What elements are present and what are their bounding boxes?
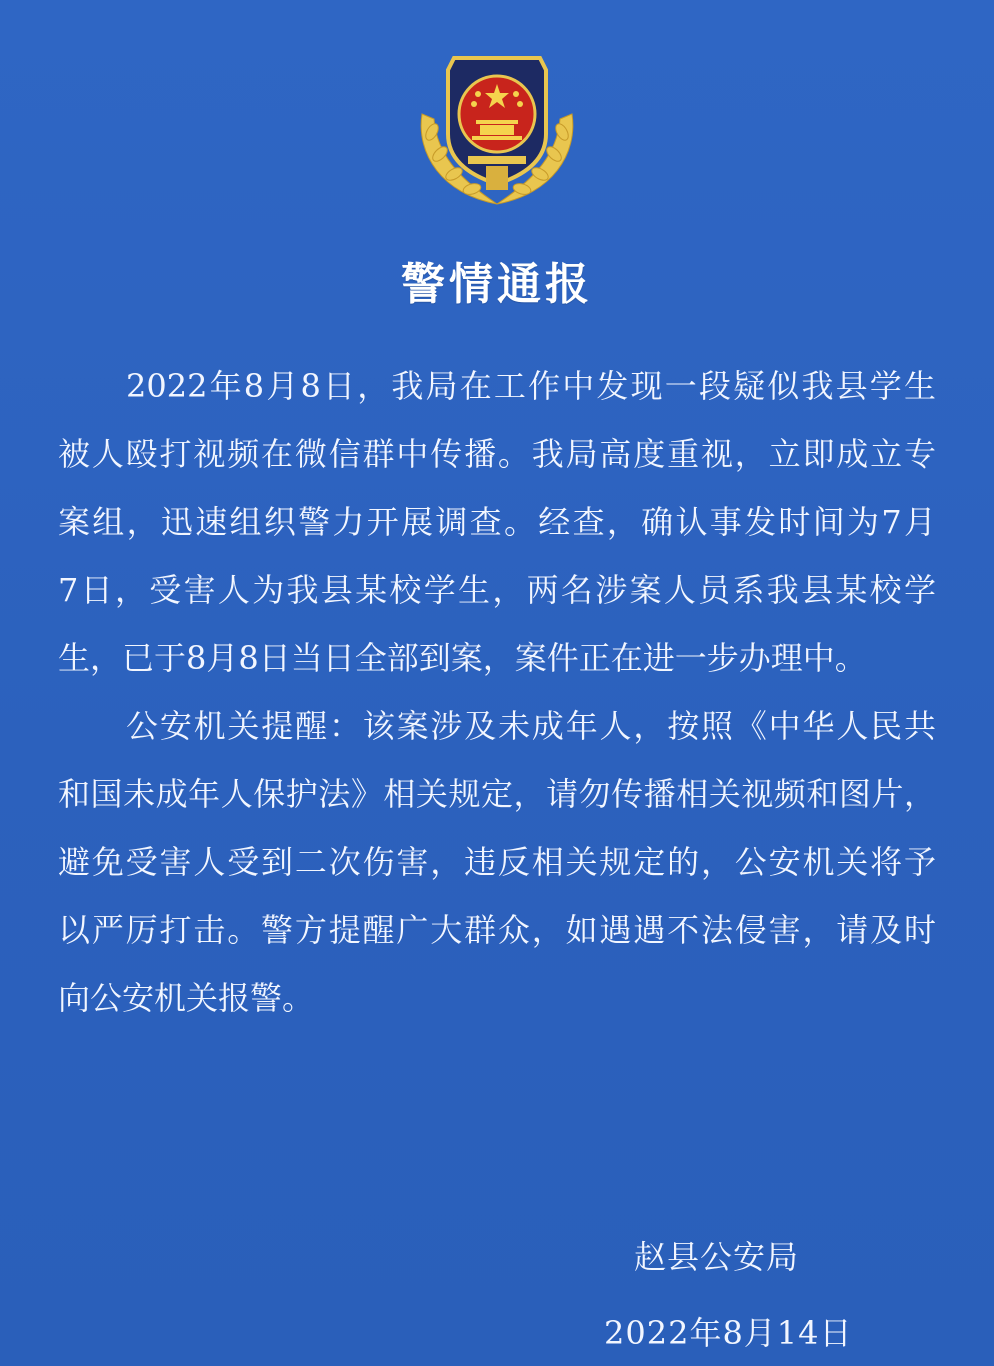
issuer-name: 赵县公安局 [634,1238,800,1276]
notice-title: 警情通报 [401,259,593,310]
notice-body [58,352,936,1032]
paragraph-line: 案组，迅速组织警力开展调查。经查，确认事发时间为7月 [58,503,936,541]
paragraph-line: 7日，受害人为我县某校学生，两名涉案人员系我县某校学 [58,571,936,609]
paragraph-line: 避免受害人受到二次伤害，违反相关规定的，公安机关将予 [58,843,936,881]
paragraph-line: 以严厉打击。警方提醒广大群众，如遇遇不法侵害，请及时 [58,911,936,949]
paragraph-line: 公安机关提醒：该案涉及未成年人，按照《中华人民共 [126,707,936,745]
paragraph-line: 生，已于8月8日当日全部到案，案件正在进一步办理中。 [58,639,867,677]
paragraph-line: 向公安机关报警。 [58,979,315,1017]
paragraph-line: 2022年8月8日，我局在工作中发现一段疑似我县学生 [126,367,936,405]
paragraph-line: 被人殴打视频在微信群中传播。我局高度重视，立即成立专 [58,435,936,473]
issue-date: 2022年8月14日 [604,1314,853,1352]
police-emblem-icon [412,44,582,214]
paragraph-line: 和国未成年人保护法》相关规定，请勿传播相关视频和图片， [58,775,936,813]
